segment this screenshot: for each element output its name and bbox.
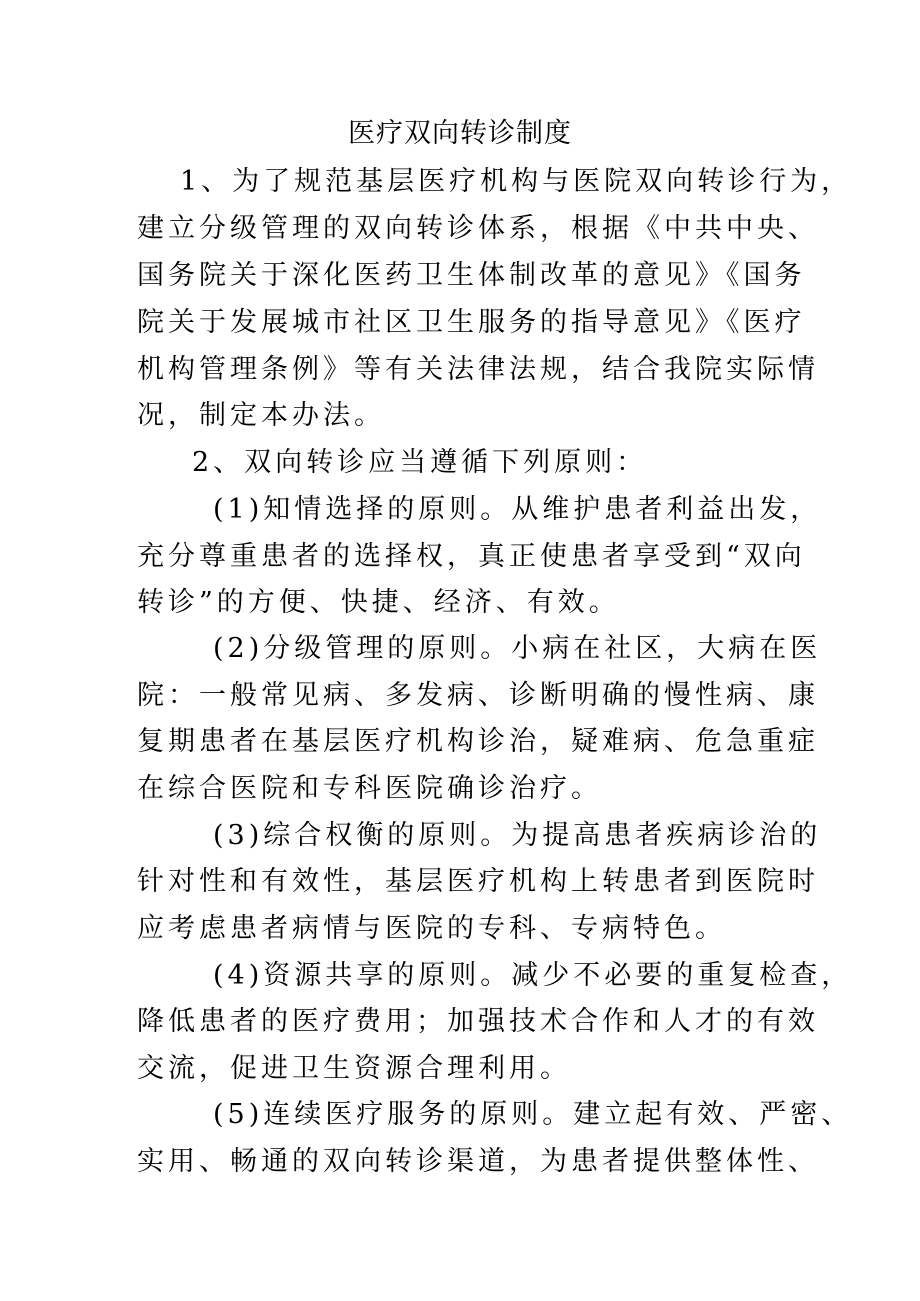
paragraph-line: 机构管理条例》等有关法律法规，结合我院实际情 bbox=[137, 354, 819, 385]
paragraph-line: 院关于发展城市社区卫生服务的指导意见》《医疗 bbox=[137, 307, 806, 338]
paragraph-line: 应考虑患者病情与医院的专科、专病特色。 bbox=[137, 913, 726, 944]
paragraph-line: 2、双向转诊应当遵循下列原则： bbox=[192, 447, 648, 478]
paragraph-line: (2)分级管理的原则。小病在社区，大病在医 bbox=[213, 633, 822, 664]
paragraph-line: 1、为了规范基层医疗机构与医院双向转诊行为， bbox=[180, 166, 853, 197]
paragraph-line: 况，制定本办法。 bbox=[137, 400, 385, 431]
paragraph-line: 建立分级管理的双向转诊体系，根据《中共中央、 bbox=[137, 213, 819, 244]
document-title: 医疗双向转诊制度 bbox=[348, 118, 572, 149]
paragraph-line: 院：一般常见病、多发病、诊断明确的慢性病、康 bbox=[137, 680, 819, 711]
paragraph-line: 充分尊重患者的选择权，真正使患者享受到“双向 bbox=[137, 541, 806, 572]
paragraph-line: (5)连续医疗服务的原则。建立起有效、严密、 bbox=[213, 1099, 853, 1130]
paragraph-line: 实用、畅通的双向转诊渠道，为患者提供整体性、 bbox=[137, 1146, 819, 1177]
paragraph-line: 降低患者的医疗费用；加强技术合作和人才的有效 bbox=[137, 1006, 819, 1037]
paragraph-line: 复期患者在基层医疗机构诊治，疑难病、危急重症 bbox=[137, 726, 819, 757]
paragraph-line: 转诊”的方便、快捷、经济、有效。 bbox=[137, 587, 620, 618]
paragraph-line: (1)知情选择的原则。从维护患者利益出发， bbox=[213, 494, 822, 525]
paragraph-line: 在综合医院和专科医院确诊治疗。 bbox=[137, 773, 602, 804]
paragraph-line: 针对性和有效性，基层医疗机构上转患者到医院时 bbox=[137, 866, 819, 897]
paragraph-line: 交流，促进卫生资源合理利用。 bbox=[137, 1053, 571, 1084]
paragraph-line: (3)综合权衡的原则。为提高患者疾病诊治的 bbox=[213, 820, 822, 851]
paragraph-line: 国务院关于深化医药卫生体制改革的意见》《国务 bbox=[137, 260, 806, 291]
paragraph-line: (4)资源共享的原则。减少不必要的重复检查， bbox=[213, 960, 853, 991]
